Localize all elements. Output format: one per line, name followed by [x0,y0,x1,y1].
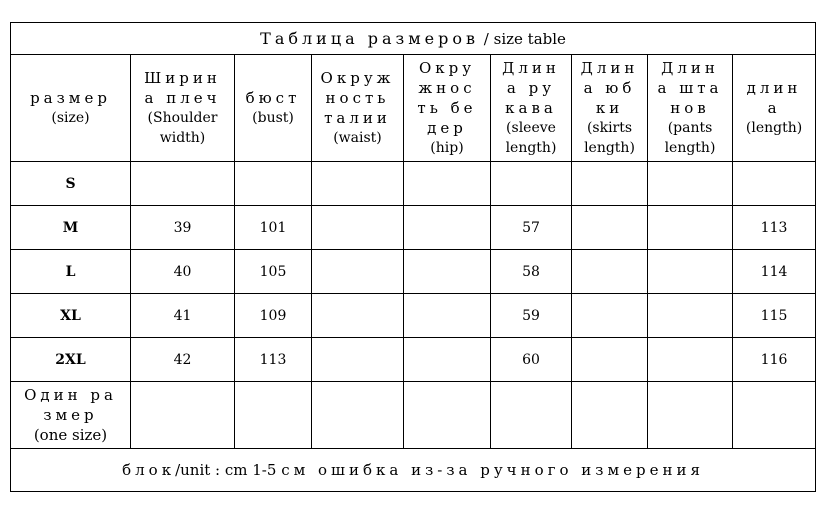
header-hip [404,55,491,162]
cell-bust: 101 [235,206,312,250]
cell-waist [312,250,404,294]
footer-unit-ru: блок [122,461,176,479]
cell-waist [312,162,404,206]
cell-skirts-length [572,382,648,449]
title-separator: / [479,29,494,48]
cell-bust: 109 [235,294,312,338]
cell-sleeve-length [491,382,572,449]
size-cell: M [11,206,131,250]
header-size [11,55,131,162]
header-hip-ru-line: дер [427,119,467,137]
size-cell: S [11,162,131,206]
cell-length: 114 [733,250,816,294]
table-row [11,338,816,382]
cell-bust: 113 [235,338,312,382]
header-skirts-length-ru-line: ки [595,99,624,117]
header-length [733,55,816,162]
cell-shoulder-width: 39 [131,206,235,250]
cell-shoulder-width [131,162,235,206]
table-row [11,294,816,338]
header-bust-en-line: (bust) [252,110,294,126]
footer-unit-en: /unit : cm 1-5 [175,461,282,479]
header-row [11,55,816,162]
header-pants-length-ru-line: нов [670,99,710,117]
cell-shoulder-width: 41 [131,294,235,338]
table-row [11,250,816,294]
header-bust [235,55,312,162]
cell-pants-length [648,206,733,250]
size-table [10,22,816,492]
header-skirts-length-en-line: (skirts [586,120,633,136]
size-cell: L [11,250,131,294]
cell-skirts-length [572,162,648,206]
header-waist-ru-line: Окруж [320,69,395,87]
header-sleeve-length-ru-line: Длин [502,59,560,77]
cell-hip [404,206,491,250]
footer-note [11,449,816,492]
cell-hip [404,250,491,294]
header-shoulder-width-ru-line: Ширин [144,69,221,87]
cell-length [733,162,816,206]
header-shoulder-width-en-line: width) [159,130,206,146]
cell-length: 113 [733,206,816,250]
header-skirts-length [572,55,648,162]
cell-length: 115 [733,294,816,338]
header-waist-ru-line: ность [325,89,390,107]
one-size-ru-line: змер [43,406,98,424]
cell-shoulder-width: 42 [131,338,235,382]
cell-shoulder-width [131,382,235,449]
cell-sleeve-length: 57 [491,206,572,250]
header-skirts-length-ru-line: а юб [583,79,636,97]
header-shoulder-width [131,55,235,162]
header-skirts-length-ru-line: Длин [580,59,639,77]
header-hip-ru-line: ть бе [417,99,477,117]
header-pants-length-ru-line: Длин [661,59,719,77]
header-hip-en-line: (hip) [430,140,464,156]
cell-length [733,382,816,449]
header-sleeve-length-ru-line: кава [505,99,557,117]
cell-pants-length [648,294,733,338]
footer-error-note: см ошибка из-за ручного измерения [281,461,704,479]
cell-skirts-length [572,294,648,338]
title-ru: Таблица размеров [260,28,480,48]
cell-pants-length [648,162,733,206]
header-size-ru-line: размер [30,89,111,107]
header-sleeve-length-en-line: (sleeve [506,120,556,136]
cell-hip [404,294,491,338]
header-sleeve-length-en-line: length) [505,140,557,156]
cell-pants-length [648,250,733,294]
cell-pants-length [648,382,733,449]
header-waist-ru-line: талии [324,109,391,127]
cell-skirts-length [572,250,648,294]
cell-waist [312,338,404,382]
cell-shoulder-width: 40 [131,250,235,294]
one-size-row [11,382,816,449]
header-hip-ru-line: Окру [418,59,476,77]
cell-bust: 105 [235,250,312,294]
table-row [11,162,816,206]
header-hip-ru-line: жнос [418,79,476,97]
one-size-en-line: (one size) [33,426,108,444]
cell-waist [312,382,404,449]
cell-sleeve-length: 60 [491,338,572,382]
cell-sleeve-length [491,162,572,206]
header-sleeve-length-ru-line: а ру [506,79,556,97]
table-row [11,206,816,250]
footer-row [11,449,816,492]
header-pants-length-en-line: length) [664,140,716,156]
cell-hip [404,338,491,382]
cell-sleeve-length: 59 [491,294,572,338]
size-cell: XL [11,294,131,338]
cell-skirts-length [572,338,648,382]
header-bust-ru-line: бюст [245,89,301,107]
cell-skirts-length [572,206,648,250]
one-size-label [11,382,131,449]
header-skirts-length-en-line: length) [584,140,635,156]
header-waist [312,55,404,162]
header-shoulder-width-ru-line: а плеч [144,89,221,107]
cell-sleeve-length: 58 [491,250,572,294]
header-size-en-line: (size) [51,110,90,126]
header-waist-en-line: (waist) [333,130,382,146]
header-length-ru-line: а [767,99,781,117]
header-sleeve-length [491,55,572,162]
cell-bust [235,162,312,206]
cell-length: 116 [733,338,816,382]
one-size-ru-line: Один ра [24,386,117,404]
cell-hip [404,162,491,206]
table-title [11,23,816,55]
cell-hip [404,382,491,449]
size-cell: 2XL [11,338,131,382]
header-pants-length [648,55,733,162]
header-pants-length-ru-line: а шта [657,79,723,97]
header-shoulder-width-en-line: (Shoulder [147,110,218,126]
header-pants-length-en-line: (pants [667,120,713,136]
size-table-container [10,22,815,492]
cell-waist [312,206,404,250]
cell-bust [235,382,312,449]
title-en: size table [493,29,566,48]
cell-pants-length [648,338,733,382]
header-length-ru-line: длин [746,79,802,97]
cell-waist [312,294,404,338]
header-length-en-line: (length) [745,120,803,136]
